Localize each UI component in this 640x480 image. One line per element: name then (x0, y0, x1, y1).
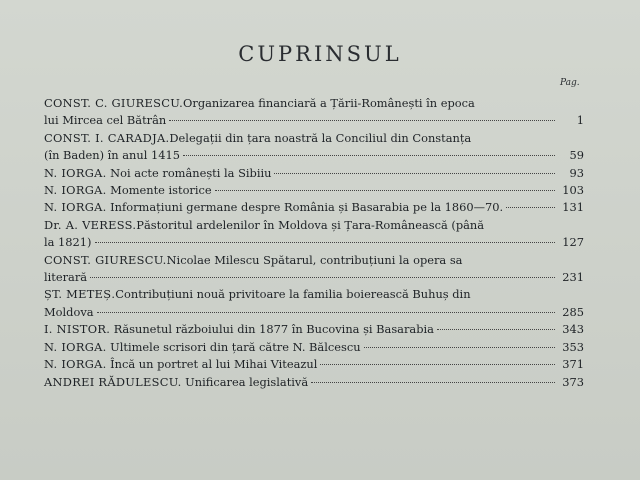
toc-page-number: 1 (576, 113, 584, 128)
toc-entry-line (44, 199, 584, 216)
dot-leader (215, 180, 555, 191)
dot-leader (97, 302, 555, 313)
toc-page-number: 353 (562, 339, 584, 354)
toc-author: N. IORGA. (44, 200, 107, 215)
toc-title: Delegații din țara noastră la Conciliul din Constanța (169, 130, 472, 145)
toc-author: Dr. A. VERESS. (44, 217, 137, 232)
toc-page-number: 131 (562, 200, 584, 215)
toc-page-number: 371 (562, 357, 584, 372)
dot-leader (311, 372, 555, 383)
dot-leader (364, 337, 555, 348)
toc-entry-line (44, 112, 584, 129)
dot-leader (437, 319, 555, 330)
dot-leader (320, 354, 555, 365)
toc-entry (44, 252, 584, 287)
toc-author: N. IORGA. (44, 165, 107, 180)
toc-entry-line (44, 234, 584, 251)
toc-title: Răsunetul războiului din 1877 în Bucovina și Basarabia (113, 322, 434, 337)
toc-page-number: 231 (562, 270, 584, 285)
toc-page-number: 285 (562, 304, 584, 319)
toc-title-continued: Moldova (44, 304, 94, 319)
toc-author: I. NISTOR. (44, 322, 111, 337)
toc-entry (44, 374, 584, 391)
toc-title-continued: literară (44, 270, 88, 285)
toc-title: Unificarea legislativă (185, 374, 309, 389)
toc-page-number: 59 (569, 148, 584, 163)
dot-leader (90, 267, 555, 278)
toc-entry (44, 95, 584, 130)
dot-leader (95, 232, 556, 243)
page-title: CUPRINSUL (238, 42, 402, 66)
toc-title: Încă un portret al lui Mihai Viteazul (110, 357, 318, 372)
dot-leader (274, 163, 555, 174)
toc-title: Noi acte românești la Sibiiu (110, 165, 272, 180)
toc-page-number: 103 (562, 183, 584, 198)
toc-entry (44, 130, 584, 165)
toc-entry-line (44, 374, 584, 391)
toc-author: N. IORGA. (44, 357, 107, 372)
toc-entry-line (44, 269, 584, 286)
toc-entry (44, 199, 584, 216)
dot-leader (169, 110, 555, 121)
toc-author: ANDREI RĂDULESCU. (44, 374, 182, 389)
toc-entry (44, 286, 584, 321)
toc-title: Ultimele scrisori din țară către N. Bălcescu (110, 339, 361, 354)
toc-title: Păstoritul ardelenilor în Moldova și Țara-Românească (până (136, 217, 485, 232)
toc-author: CONST. C. GIURESCU. (44, 96, 184, 110)
dot-leader (506, 197, 555, 208)
toc-page-number: 373 (562, 374, 584, 389)
toc-page-number: 127 (562, 235, 584, 250)
toc-entry-line (44, 182, 584, 199)
toc-title: Organizarea financiară a Țării-Românești în epoca (183, 96, 475, 110)
toc-title-continued: lui Mircea cel Bătrân (44, 113, 167, 128)
toc-title: Momente istorice (110, 183, 212, 198)
toc-title: Nicolae Milescu Spătarul, contribuțiuni la opera sa (166, 252, 463, 267)
toc-author: N. IORGA. (44, 339, 107, 354)
toc-author: N. IORGA. (44, 183, 107, 198)
toc-page-number: 343 (562, 322, 584, 337)
toc-author: CONST. GIURESCU. (44, 252, 167, 267)
toc-author: ȘT. METEȘ. (44, 287, 116, 302)
page-column-label: Pag. (560, 78, 580, 88)
toc-title-continued: (în Baden) în anul 1415 (44, 148, 180, 163)
toc-title-continued: la 1821) (44, 235, 92, 250)
toc-entry (44, 182, 584, 199)
dot-leader (183, 145, 555, 156)
toc-page-number: 93 (569, 165, 584, 180)
toc-title: Informațiuni germane despre România și Basarabia pe la 1860—70. (110, 200, 504, 215)
toc-author: CONST. I. CARADJA. (44, 130, 170, 145)
table-of-contents (44, 95, 584, 391)
toc-entry (44, 217, 584, 252)
toc-title: Contribuțiuni nouă privitoare la familia boierească Buhuș din (115, 287, 471, 302)
